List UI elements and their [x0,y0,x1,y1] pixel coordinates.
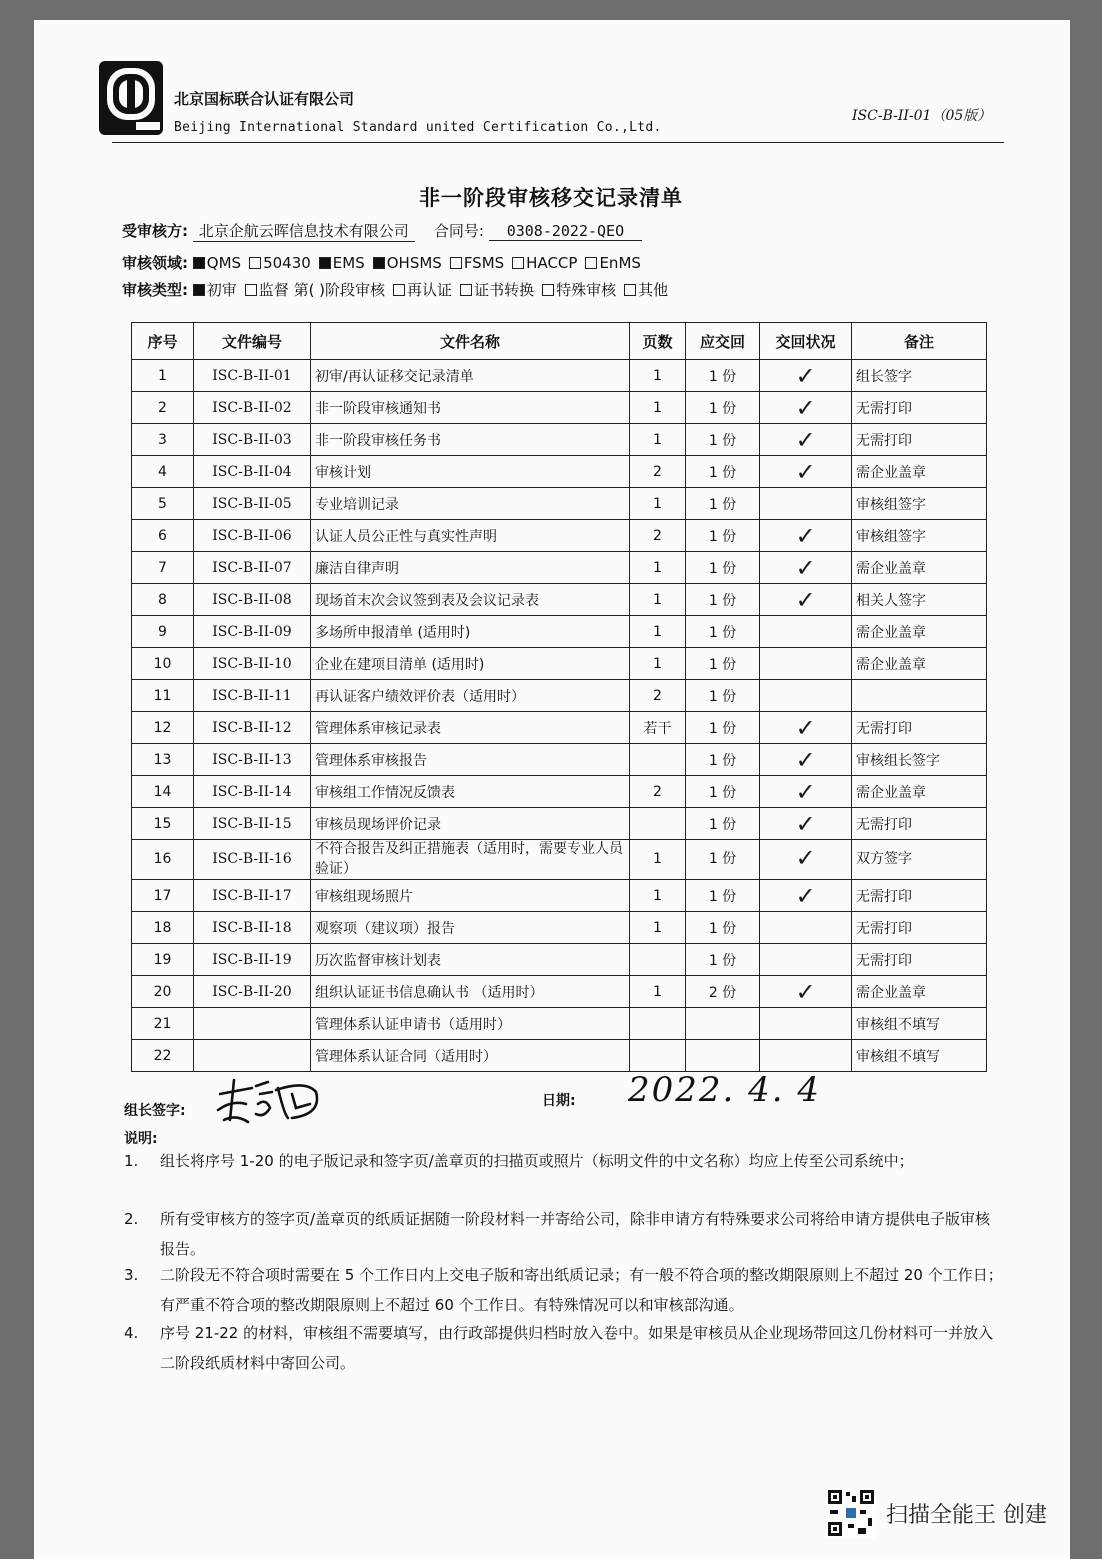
domain-option[interactable] [450,254,504,272]
empty-box-icon[interactable] [512,257,524,269]
table-row [132,584,987,616]
document-code: ISC-B-II-01（05版） [852,108,992,124]
due-copies: 1 份 [686,912,760,944]
note-item [124,1260,1004,1320]
page-count: 1 [630,424,686,456]
file-code: ISC-B-II-14 [194,776,311,808]
scanner-watermark [826,1488,1047,1538]
table-row [132,712,987,744]
file-name: 审核计划 [311,456,630,488]
empty-box-icon[interactable] [450,257,462,269]
row-number: 17 [132,880,194,912]
note-text: 二阶段无不符合项时需要在 5 个工作日内上交电子版和寄出纸质记录；有一般不符合项的整改期限原则上不超过 20 个工作日；有严重不符合项的整改期限原则上不超过 60 个工作日。有特殊情况可以和审核部沟通。 [160,1266,1003,1314]
checkmark-icon: ✓ [795,361,816,390]
return-status [760,944,852,976]
due-copies: 1 份 [686,944,760,976]
page-count: 若干 [630,712,686,744]
row-number: 18 [132,912,194,944]
page-count: 1 [630,840,686,880]
table-row [132,424,987,456]
header-pages: 页数 [630,323,686,360]
due-copies: 1 份 [686,744,760,776]
file-code: ISC-B-II-09 [194,616,311,648]
remark: 审核组不填写 [852,1040,987,1072]
checked-box-icon[interactable] [319,257,331,269]
header-note: 备注 [852,323,987,360]
remark [852,680,987,712]
remark: 需企业盖章 [852,976,987,1008]
remark: 相关人签字 [852,584,987,616]
file-code: ISC-B-II-01 [194,360,311,392]
note-number: 1. [124,1152,139,1170]
empty-box-icon[interactable] [245,284,257,296]
return-status [760,712,852,744]
header-due: 应交回 [686,323,760,360]
checkmark-icon: ✓ [795,457,816,486]
type-option[interactable] [245,281,385,299]
file-code: ISC-B-II-06 [194,520,311,552]
file-name: 廉洁自律声明 [311,552,630,584]
page-count: 2 [630,456,686,488]
checked-box-icon[interactable] [193,284,205,296]
return-status [760,360,852,392]
file-name: 再认证客户绩效评价表（适用时） [311,680,630,712]
due-copies: 1 份 [686,456,760,488]
page-title: 非一阶段审核移交记录清单 [419,186,683,210]
remark: 需企业盖章 [852,776,987,808]
row-number: 3 [132,424,194,456]
row-number: 7 [132,552,194,584]
company-logo [96,58,166,138]
page-count: 1 [630,360,686,392]
file-name: 管理体系审核记录表 [311,712,630,744]
page-count: 2 [630,776,686,808]
file-name: 历次监督审核计划表 [311,944,630,976]
return-status [760,392,852,424]
page-count: 1 [630,584,686,616]
file-code: ISC-B-II-15 [194,808,311,840]
domain-option-label: HACCP [526,254,578,272]
file-code [194,1040,311,1072]
domain-option[interactable] [512,254,577,272]
empty-box-icon[interactable] [624,284,636,296]
table-row [132,648,987,680]
return-status [760,1040,852,1072]
return-status [760,488,852,520]
notes-title: 说明: [124,1131,158,1147]
domain-option-label: 50430 [263,254,311,272]
table-row [132,808,987,840]
table-row [132,552,987,584]
date-label: 日期: [542,1093,576,1109]
page-count: 1 [630,976,686,1008]
row-number: 9 [132,616,194,648]
remark: 需企业盖章 [852,648,987,680]
domain-option[interactable] [585,254,640,272]
row-number: 16 [132,840,194,880]
file-name: 审核员现场评价记录 [311,808,630,840]
remark: 无需打印 [852,712,987,744]
remark: 审核组长签字 [852,744,987,776]
due-copies: 1 份 [686,488,760,520]
header-divider [112,142,1004,143]
table-row [132,616,987,648]
note-text: 组长将序号 1-20 的电子版记录和签字页/盖章页的扫描页或照片（标明文件的中文名称）均应上传至公司系统中； [160,1152,914,1170]
remark: 双方签字 [852,840,987,880]
row-number: 2 [132,392,194,424]
return-status [760,520,852,552]
file-code: ISC-B-II-05 [194,488,311,520]
row-number: 6 [132,520,194,552]
checked-box-icon[interactable] [193,257,205,269]
file-name: 管理体系认证合同（适用时） [311,1040,630,1072]
empty-box-icon[interactable] [585,257,597,269]
type-option[interactable] [624,281,668,299]
domain-option-label: EMS [332,254,365,272]
row-number: 5 [132,488,194,520]
table-row [132,360,987,392]
table-row [132,392,987,424]
page-count [630,744,686,776]
domain-option-label: EnMS [599,254,641,272]
file-code [194,1008,311,1040]
page-count: 1 [630,616,686,648]
file-name: 不符合报告及纠正措施表（适用时，需要专业人员验证） [311,840,630,880]
remark: 无需打印 [852,808,987,840]
file-name: 非一阶段审核通知书 [311,392,630,424]
type-options [193,281,676,299]
domain-options [193,254,649,272]
page-count [630,944,686,976]
table-row [132,456,987,488]
remark: 需企业盖章 [852,456,987,488]
header-code: 文件编号 [194,323,311,360]
row-number: 15 [132,808,194,840]
remark: 无需打印 [852,944,987,976]
table-row [132,680,987,712]
table-row [132,1008,987,1040]
table-row [132,880,987,912]
contract-value: 0308-2022-QEO [489,222,642,241]
file-name: 初审/再认证移交记录清单 [311,360,630,392]
row-number: 8 [132,584,194,616]
file-name: 审核组工作情况反馈表 [311,776,630,808]
remark: 审核组不填写 [852,1008,987,1040]
checkmark-icon: ✓ [795,777,816,806]
file-code: ISC-B-II-08 [194,584,311,616]
watermark-text: 扫描全能王 创建 [886,1502,1047,1528]
checkmark-icon: ✓ [795,881,816,910]
header-no: 序号 [132,323,194,360]
header-name: 文件名称 [311,323,630,360]
file-code: ISC-B-II-02 [194,392,311,424]
return-status [760,776,852,808]
audit-domain-line [122,252,649,273]
page-count [630,808,686,840]
note-text: 序号 21-22 的材料，审核组不需要填写，由行政部提供归档时放入卷中。如果是审核员从企业现场带回这几份材料可一并放入二阶段纸质材料中寄回公司。 [160,1324,994,1372]
company-name-en: Beijing International Standard united Certification Co.,Ltd. [174,120,662,135]
auditee-value: 北京企航云晖信息技术有限公司 [193,220,415,242]
due-copies [686,1040,760,1072]
due-copies: 2 份 [686,976,760,1008]
table-row [132,744,987,776]
remark: 无需打印 [852,880,987,912]
domain-option-label: FSMS [463,254,505,272]
file-name: 现场首末次会议签到表及会议记录表 [311,584,630,616]
file-name: 观察项（建议项）报告 [311,912,630,944]
file-name: 管理体系认证申请书（适用时） [311,1008,630,1040]
due-copies: 1 份 [686,552,760,584]
type-option-label: 初审 [206,281,237,299]
page-count: 2 [630,520,686,552]
due-copies: 1 份 [686,712,760,744]
empty-box-icon[interactable] [460,284,472,296]
type-option[interactable] [542,281,616,299]
return-status [760,840,852,880]
remark: 无需打印 [852,392,987,424]
file-name: 企业在建项目清单 (适用时) [311,648,630,680]
page-count: 1 [630,488,686,520]
type-option-label: 特殊审核 [556,281,617,299]
row-number: 13 [132,744,194,776]
page-count: 1 [630,392,686,424]
table-row [132,1040,987,1072]
domain-option-label: QMS [206,254,242,272]
row-number: 11 [132,680,194,712]
file-code: ISC-B-II-04 [194,456,311,488]
due-copies: 1 份 [686,424,760,456]
table-row [132,944,987,976]
due-copies: 1 份 [686,648,760,680]
remark: 组长签字 [852,360,987,392]
checkmark-icon: ✓ [795,521,816,550]
return-status [760,552,852,584]
remark: 审核组签字 [852,520,987,552]
checkmark-icon: ✓ [795,393,816,422]
checkmark-icon: ✓ [795,977,816,1006]
note-item [124,1204,1004,1264]
file-name: 认证人员公正性与真实性声明 [311,520,630,552]
due-copies: 1 份 [686,392,760,424]
checkmark-icon: ✓ [795,844,816,873]
checked-box-icon[interactable] [373,257,385,269]
auditee-label: 受审核方: [122,222,188,240]
transfer-table [131,322,987,1072]
page-count: 1 [630,912,686,944]
remark: 需企业盖章 [852,616,987,648]
type-option[interactable] [460,281,534,299]
type-label: 审核类型: [122,281,188,299]
domain-option[interactable] [319,254,365,272]
checkmark-icon: ✓ [795,585,816,614]
audit-type-line [122,279,676,300]
type-option[interactable] [393,281,452,299]
file-name: 多场所申报清单 (适用时) [311,616,630,648]
row-number: 19 [132,944,194,976]
type-option-label: 再认证 [407,281,453,299]
file-name: 审核组现场照片 [311,880,630,912]
return-status [760,808,852,840]
due-copies: 1 份 [686,680,760,712]
company-name-cn: 北京国标联合认证有限公司 [174,90,355,108]
file-code: ISC-B-II-19 [194,944,311,976]
note-number: 4. [124,1324,139,1342]
page-count: 1 [630,880,686,912]
due-copies: 1 份 [686,616,760,648]
type-option[interactable] [193,281,237,299]
table-header-row [132,323,987,360]
page-count: 1 [630,552,686,584]
domain-option[interactable] [193,254,241,272]
row-number: 14 [132,776,194,808]
return-status [760,456,852,488]
file-name: 专业培训记录 [311,488,630,520]
due-copies: 1 份 [686,360,760,392]
row-number: 22 [132,1040,194,1072]
due-copies [686,1008,760,1040]
file-code: ISC-B-II-11 [194,680,311,712]
table-row [132,912,987,944]
page-count: 1 [630,648,686,680]
checkmark-icon: ✓ [795,745,816,774]
auditee-line [122,220,642,242]
table-row [132,976,987,1008]
due-copies: 1 份 [686,880,760,912]
domain-option-label: OHSMS [386,254,442,272]
checkmark-icon: ✓ [795,713,816,742]
page-count [630,1008,686,1040]
return-status [760,584,852,616]
file-code: ISC-B-II-13 [194,744,311,776]
date-value: 2022. 4. 4 [628,1070,822,1110]
return-status [760,424,852,456]
remark: 无需打印 [852,912,987,944]
page-count [630,1040,686,1072]
note-item [124,1318,1004,1378]
page-count: 2 [630,680,686,712]
checkmark-icon: ✓ [795,809,816,838]
remark: 审核组签字 [852,488,987,520]
file-name: 组织认证证书信息确认书 （适用时） [311,976,630,1008]
return-status [760,1008,852,1040]
due-copies: 1 份 [686,808,760,840]
type-option-label: 监督 第( )阶段审核 [258,281,386,299]
row-number: 20 [132,976,194,1008]
return-status [760,744,852,776]
row-number: 4 [132,456,194,488]
due-copies: 1 份 [686,520,760,552]
return-status [760,976,852,1008]
return-status [760,680,852,712]
file-name: 非一阶段审核任务书 [311,424,630,456]
note-number: 3. [124,1266,139,1284]
return-status [760,616,852,648]
note-text: 所有受审核方的签字页/盖章页的纸质证据随一阶段材料一并寄给公司，除非申请方有特殊要求公司将给申请方提供电子版审核报告。 [160,1210,991,1258]
file-code: ISC-B-II-12 [194,712,311,744]
return-status [760,880,852,912]
row-number: 21 [132,1008,194,1040]
domain-option[interactable] [249,254,311,272]
remark: 需企业盖章 [852,552,987,584]
handwritten-signature [212,1074,332,1130]
table-row [132,776,987,808]
due-copies: 1 份 [686,776,760,808]
checkmark-icon: ✓ [795,553,816,582]
row-number: 1 [132,360,194,392]
file-code: ISC-B-II-07 [194,552,311,584]
qr-code-icon [826,1488,876,1538]
table-row [132,840,987,880]
domain-option[interactable] [373,254,442,272]
note-number: 2. [124,1210,139,1228]
file-code: ISC-B-II-16 [194,840,311,880]
note-item [124,1146,1004,1176]
row-number: 12 [132,712,194,744]
table-row [132,520,987,552]
file-code: ISC-B-II-20 [194,976,311,1008]
domain-label: 审核领域: [122,254,188,272]
remark: 无需打印 [852,424,987,456]
file-code: ISC-B-II-18 [194,912,311,944]
header-returned: 交回状况 [760,323,852,360]
empty-box-icon[interactable] [249,257,261,269]
file-code: ISC-B-II-17 [194,880,311,912]
empty-box-icon[interactable] [542,284,554,296]
checkmark-icon: ✓ [795,425,816,454]
due-copies: 1 份 [686,584,760,616]
empty-box-icon[interactable] [393,284,405,296]
type-option-label: 其他 [638,281,669,299]
file-code: ISC-B-II-10 [194,648,311,680]
file-code: ISC-B-II-03 [194,424,311,456]
return-status [760,912,852,944]
file-name: 管理体系审核报告 [311,744,630,776]
due-copies: 1 份 [686,840,760,880]
table-row [132,488,987,520]
row-number: 10 [132,648,194,680]
return-status [760,648,852,680]
contract-label: 合同号: [433,222,484,240]
type-option-label: 证书转换 [474,281,535,299]
leader-signature-label: 组长签字: [124,1103,186,1119]
